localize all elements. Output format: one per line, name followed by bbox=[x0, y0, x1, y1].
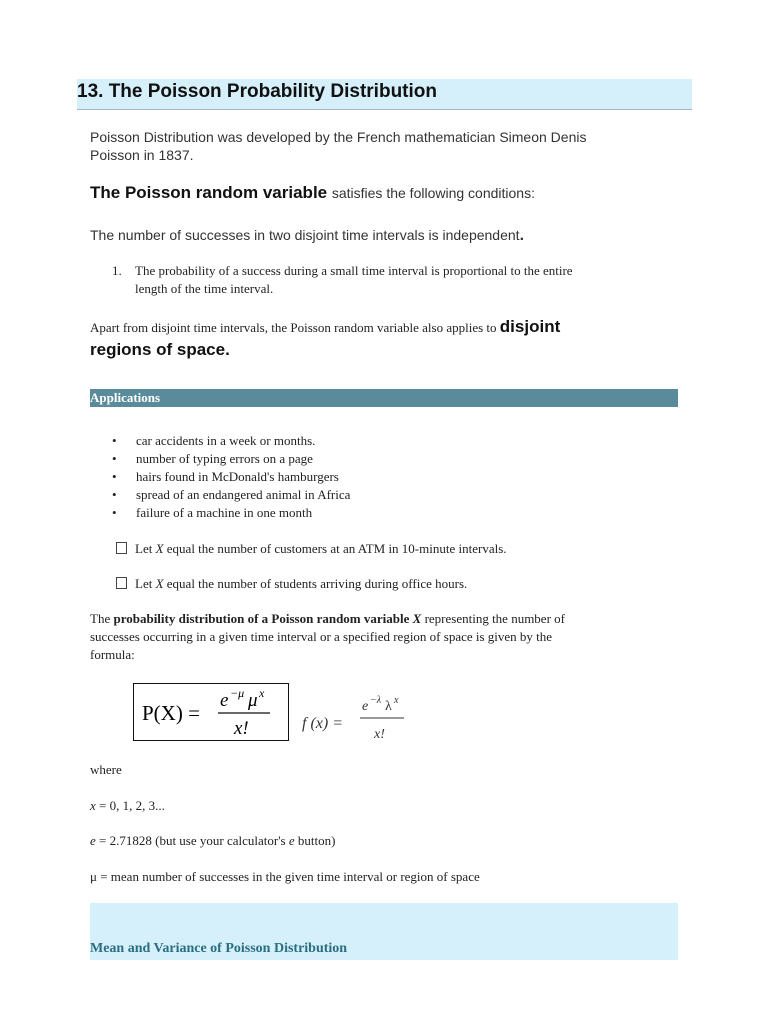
list-item-text: failure of a machine in one month bbox=[136, 505, 313, 520]
random-variable-heading bbox=[90, 182, 690, 204]
intro-paragraph bbox=[90, 128, 680, 164]
applications-list bbox=[112, 432, 672, 522]
list-item bbox=[112, 450, 672, 468]
apart-bold-1: disjoint bbox=[499, 317, 561, 336]
e-var2: e bbox=[288, 833, 295, 848]
box-icon bbox=[116, 577, 127, 589]
formula2-den: x! bbox=[374, 727, 385, 742]
prob-line-1 bbox=[90, 610, 650, 628]
formula1-num-exp: −μ bbox=[230, 686, 245, 700]
mean-variance-heading: Mean and Variance of Poisson Distribution bbox=[90, 941, 348, 956]
formula2-num-base: e bbox=[362, 699, 369, 714]
mu-definition: μ = mean number of successes in the given time interval or region of space bbox=[90, 869, 480, 884]
x-definition bbox=[90, 797, 690, 815]
formula1-num-mu-exp: x bbox=[259, 686, 265, 700]
list-item-text: spread of an endangered animal in Africa bbox=[136, 487, 351, 502]
list-item bbox=[112, 432, 672, 450]
list-item bbox=[112, 486, 672, 504]
prob-line-3: formula: bbox=[90, 647, 135, 662]
page-title: 13. The Poisson Probability Distribution bbox=[77, 81, 437, 102]
example-pre: Let bbox=[135, 576, 153, 591]
example-post: equal the number of students arriving during office hours. bbox=[166, 576, 468, 591]
list-item bbox=[112, 504, 672, 522]
example-pre: Let bbox=[135, 541, 153, 556]
box-icon bbox=[116, 542, 127, 554]
e-mid: = 2.71828 (but use your calculator's bbox=[99, 833, 286, 848]
e-end: button) bbox=[297, 833, 336, 848]
intro-line-1: Poisson Distribution was developed by the French mathematician Simeon Denis bbox=[90, 129, 587, 145]
condition-text: The number of successes in two disjoint time intervals is independent bbox=[90, 227, 520, 243]
condition-sentence bbox=[90, 226, 690, 245]
example-2 bbox=[116, 575, 676, 593]
list-item-text: number of typing errors on a page bbox=[136, 451, 313, 466]
e-definition bbox=[90, 832, 690, 850]
example-var: X bbox=[155, 541, 164, 556]
formula2-lhs: f (x) = bbox=[302, 715, 343, 732]
e-var: e bbox=[90, 833, 96, 848]
formula2-num-exp: −λ bbox=[370, 695, 382, 706]
x-rest: = 0, 1, 2, 3... bbox=[99, 798, 165, 813]
rv-heading-rest: satisfies the following conditions: bbox=[331, 185, 535, 201]
apart-bold-2: regions of space bbox=[90, 340, 226, 359]
rv-heading-bold: The Poisson random variable bbox=[90, 183, 328, 202]
formula-box bbox=[133, 683, 289, 741]
example-post: equal the number of customers at an ATM in 10-minute intervals. bbox=[166, 541, 507, 556]
numbered-list bbox=[112, 262, 672, 298]
formula2-num-lambda-exp: x bbox=[394, 695, 399, 706]
bullet-icon: • bbox=[112, 469, 117, 484]
formula-pmf-lambda bbox=[298, 690, 418, 746]
where-label: where bbox=[90, 762, 122, 777]
example-1 bbox=[116, 540, 676, 558]
applications-label: Applications bbox=[90, 390, 161, 405]
prob-bold: probability distribution of a Poisson random variable bbox=[113, 611, 410, 626]
condition-period: . bbox=[519, 227, 525, 244]
formula1-den: x! bbox=[234, 718, 249, 739]
numbered-line-1: The probability of a success during a small time interval is proportional to the entire bbox=[135, 263, 573, 278]
title-bar bbox=[77, 79, 692, 110]
probability-paragraph bbox=[90, 610, 650, 664]
prob-line-2: successes occurring in a given time interval or a specified region of space is given by the bbox=[90, 629, 553, 644]
list-item-text: car accidents in a week or months. bbox=[136, 433, 316, 448]
numbered-line-2: length of the time interval. bbox=[135, 281, 274, 296]
apart-text: Apart from disjoint time intervals, the Poisson random variable also applies to bbox=[90, 320, 497, 335]
bullet-icon: • bbox=[112, 433, 117, 448]
x-var: x bbox=[90, 798, 96, 813]
bullet-icon: • bbox=[112, 451, 117, 466]
apart-paragraph bbox=[90, 316, 690, 362]
prob-var: X bbox=[412, 611, 422, 626]
formula1-num-mu: μ bbox=[248, 690, 258, 711]
formula-pmf-mu bbox=[134, 684, 288, 740]
bullet-icon: • bbox=[112, 505, 117, 520]
prob-rest: representing the number of bbox=[424, 611, 565, 626]
applications-bar bbox=[90, 389, 678, 407]
formula1-num-base: e bbox=[220, 690, 229, 711]
list-item-text: hairs found in McDonald's hamburgers bbox=[136, 469, 339, 484]
formula2-num-lambda: λ bbox=[385, 699, 392, 714]
intro-line-2: Poisson in 1837. bbox=[90, 147, 194, 163]
prob-the: The bbox=[90, 611, 111, 626]
apart-period: . bbox=[225, 340, 230, 359]
formula1-lhs: P(X) = bbox=[142, 701, 200, 725]
list-number: 1. bbox=[112, 263, 122, 278]
mean-variance-section bbox=[90, 903, 678, 960]
list-item bbox=[112, 468, 672, 486]
bullet-icon: • bbox=[112, 487, 117, 502]
example-var: X bbox=[155, 576, 164, 591]
